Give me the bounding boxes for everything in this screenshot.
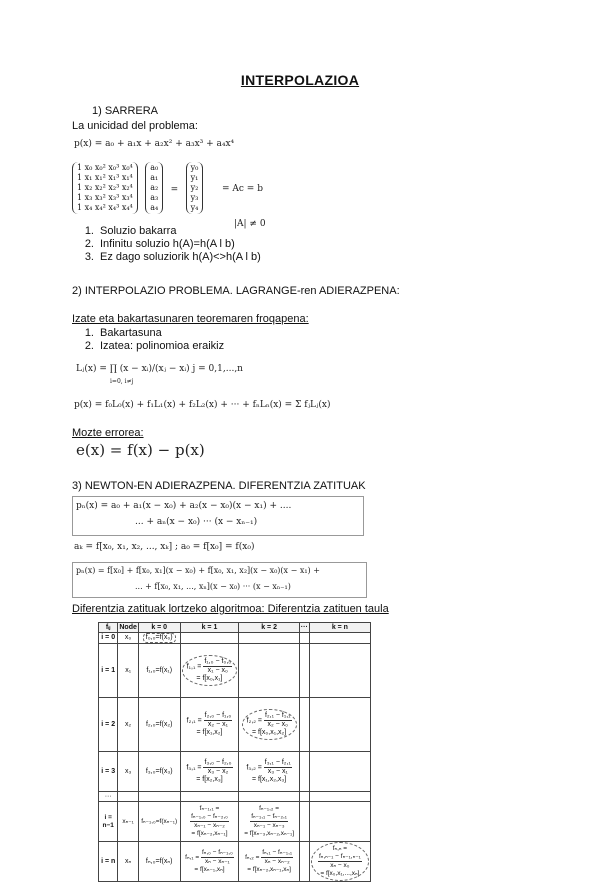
newton-divided-line2: ... + f[x₀, x₁, ..., xₙ](x − x₀) ··· (x − xₙ₋₁) [135,582,291,591]
section1-subheading: La unicidad del problema: [72,120,198,132]
node-cell: x₀ [118,633,139,644]
k0-cell: fₙ,₀=f(xₙ) [138,842,180,882]
section1-list [76,225,261,264]
list-item: 1. Bakartasuna [84,327,162,339]
k1-cell: fₙ,₁ = $\frac{\text{fₙ,₀ − fₙ₋₁,₀}}{\text{xₙ − xₙ₋₁}}$ = f[xₙ₋₁,xₙ] [180,842,239,882]
table-header-row [99,623,371,633]
linear-system: 1 x₀ x₀² x₀³ x₀⁴ 1 x₁ x₁² x₁³ x₁⁴ 1 x₂ x₂² x₂³ x₂⁴ 1 x₃ x₃² x₃³ x₃⁴ 1 x₄ x₄² x₄³ x₄⁴ a₀ a₁ a₂ a₃ a₄ = y₀ y₁ y₂ y₃ y₄ [72,162,203,214]
k2-cell: f₃,₂ = $\frac{\text{f₃,₁ − f₂,₁}}{\text{x₃ − x₁}}$ = f[x₁,x₂,x₃] [239,752,299,792]
k2-cell: f₂,₂ = $\frac{\text{f₂,₁ − f₁,₁}}{\text{x₂ − x₀}}$ = f[x₀,x₁,x₂] [239,698,299,752]
newton-form-line2: ... + aₙ(x − x₀) ··· (x − xₙ₋₁) [135,517,258,527]
list-item: 1. Soluzio bakarra [84,225,177,237]
k0-cell: f₃,₀=f(x₃) [138,752,180,792]
node-cell: xₙ₋₁ [118,802,139,842]
k0-cell: f₀,₀=f(x₀) [138,633,180,644]
k0-cell: f₂,₀=f(x₂) [138,698,180,752]
determinant-condition: |A| ≠ 0 [234,219,266,229]
table-header: k = n [309,623,370,633]
table-row [99,644,371,698]
system-equation: = Ac = b [222,184,263,194]
lagrange-product-range: i=0, i≠j [110,378,134,385]
newton-form-line1: pₙ(x) = a₀ + a₁(x − x₀) + a₂(x − x₀)(x − x₁) + .... [76,501,292,511]
node-cell: x₂ [118,698,139,752]
k0-cell: f₁,₀=f(x₁) [138,644,180,698]
section3-heading: 3) NEWTON-EN ADIERAZPENA. DIFERENTZIA ZATITUAK [72,480,366,492]
node-cell: x₁ [118,644,139,698]
algorithm-heading: Diferentzia zatituak lortzeko algoritmoa: Diferentzia zatituen taula [72,603,389,615]
table-header: k = 2 [239,623,299,633]
node-cell: x₃ [118,752,139,792]
table-row [99,633,371,644]
row-index: i = n−1 [99,802,118,842]
newton-form-box [72,496,364,536]
error-heading: Mozte errorea: [72,427,144,439]
table-header: Node [119,623,137,631]
list-item: 2. Infinitu soluzio h(A)=h(A l b) [84,238,235,250]
kn-cell: fₙ,ₙ = $\frac{\text{fₙ,ₙ₋₁ − fₙ₋₁,ₙ₋₁}}{\text{xₙ − x₀}}$ = f[x₀,x₁,...,xₙ] [309,842,370,882]
row-index: i = 0 [99,633,118,644]
k1-cell: fₙ₋₁,₁ = $\frac{\text{fₙ₋₁,₀ − fₙ₋₂,₀}}{\text{xₙ₋₁ − xₙ₋₂}}$ = f[xₙ₋₂,xₙ₋₁] [180,802,239,842]
error-formula: e(x) = f(x) − p(x) [76,441,205,459]
node-cell: xₙ [118,842,139,882]
row-index: i = 1 [99,644,118,698]
polynomial-formula: p(x) = a₀ + a₁x + a₂x² + a₃x³ + a₄x⁴ [74,139,235,149]
section1-heading: 1) SARRERA [92,105,159,117]
k1-cell: f₃,₁ = $\frac{\text{f₃,₀ − f₂,₀}}{\text{x₃ − x₂}}$ = f[x₂,x₃] [180,752,239,792]
table-header: fᵢⱼ [99,623,118,633]
table-header: k = 1 [180,623,239,633]
table-header: k = 0 [138,623,180,633]
table-row [99,802,371,842]
row-index: i = 2 [99,698,118,752]
k1-cell: f₂,₁ = $\frac{\text{f₂,₀ − f₁,₀}}{\text{x₂ − x₁}}$ = f[x₁,x₂] [180,698,239,752]
table-row [99,792,371,802]
lagrange-polynomial-formula: p(x) = f₀L₀(x) + f₁L₁(x) + f₂L₂(x) + ··· + fₙLₙ(x) = Σ fⱼLⱼ(x) [74,400,331,410]
section2-list [76,327,224,353]
list-item: 3. Ez dago soluziorik h(A)<>h(A l b) [84,251,261,263]
row-index: ··· [99,792,118,802]
page-title: INTERPOLAZIOA [240,72,360,88]
section2-heading: 2) INTERPOLAZIO PROBLEMA. LAGRANGE-ren ADIERAZPENA: [72,285,400,297]
k0-cell: fₙ₋₁,₀=f(xₙ₋₁) [138,802,180,842]
row-index: i = 3 [99,752,118,792]
section2-subheading: Izate eta bakartasunaren teoremaren froqapena: [72,313,309,325]
table-header: ··· [300,623,308,631]
lagrange-basis-formula: Lⱼ(x) = ∏ (x − xᵢ)/(xⱼ − xᵢ) j = 0,1,...,n [76,364,243,374]
divided-difference-table [98,622,371,882]
rhs-vector: y₀ y₁ y₂ y₃ y₄ [186,162,204,214]
coefficient-vector: a₀ a₁ a₂ a₃ a₄ [145,162,163,214]
table-row [99,752,371,792]
list-item: 2. Izatea: polinomioa eraikiz [84,340,225,352]
k1-cell: f₁,₁ = $\frac{\text{f₁,₀ − f₀,₀}}{\text{x₁ − x₀}}$ = f[x₀,x₁] [180,644,239,698]
k2-cell: fₙ,₂ = $\frac{\text{fₙ,₁ − fₙ₋₁,₁}}{\text{xₙ − xₙ₋₂}}$ = f[xₙ₋₂,xₙ₋₁,xₙ] [239,842,299,882]
k2-cell: fₙ₋₁,₂ = $\frac{\text{fₙ₋₁,₁ − fₙ₋₂,₁}}{\text{xₙ₋₁ − xₙ₋₃}}$ = f[xₙ₋₃,xₙ₋₂,xₙ₋₁] [239,802,299,842]
vandermonde-matrix: 1 x₀ x₀² x₀³ x₀⁴ 1 x₁ x₁² x₁³ x₁⁴ 1 x₂ x₂² x₂³ x₂⁴ 1 x₃ x₃² x₃³ x₃⁴ 1 x₄ x₄² x₄³ x₄⁴ [72,162,138,214]
newton-divided-line1: pₙ(x) = f[x₀] + f[x₀, x₁](x − x₀) + f[x₀, x₁, x₂](x − x₀)(x − x₁) + [76,566,320,575]
table-row [99,698,371,752]
newton-divided-form-box [72,562,367,598]
row-index: i = n [99,842,118,882]
newton-coefficients: aₖ = f[x₀, x₁, x₂, ..., xₖ] ; a₀ = f[x₀] = f(x₀) [74,542,255,552]
